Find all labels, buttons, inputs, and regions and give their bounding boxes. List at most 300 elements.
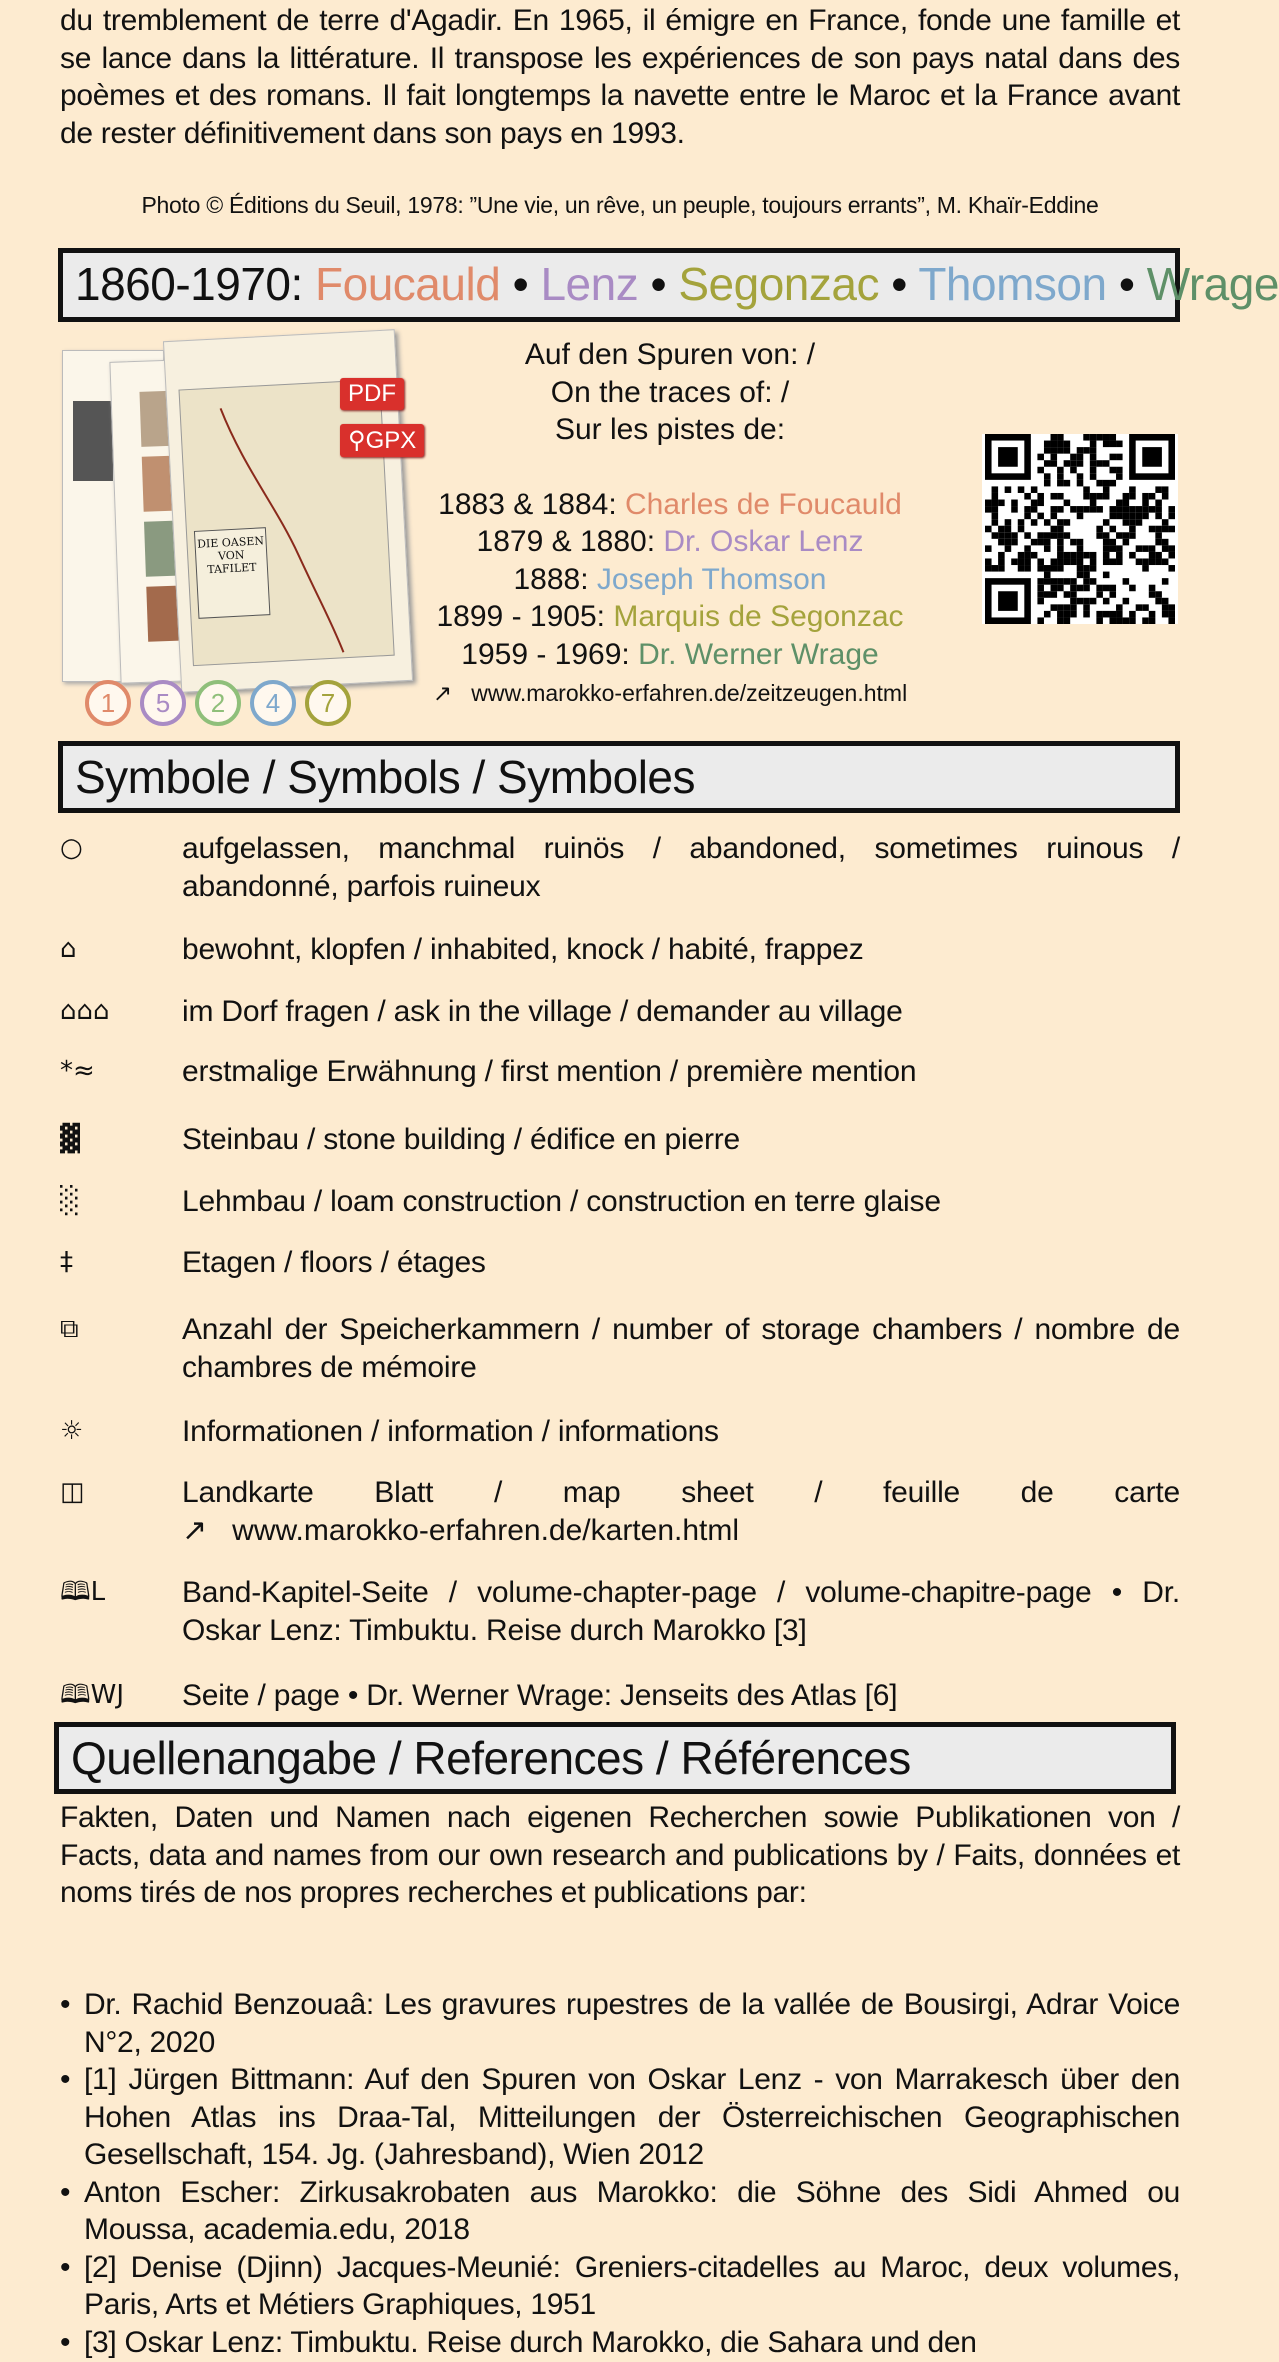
qr-module xyxy=(1103,572,1110,579)
qr-module xyxy=(1018,552,1025,559)
qr-module xyxy=(1024,565,1031,572)
qr-module xyxy=(1136,513,1143,520)
qr-module xyxy=(1005,486,1012,493)
qr-module xyxy=(1024,506,1031,513)
qr-module xyxy=(1155,539,1162,546)
qr-module xyxy=(1024,532,1031,539)
qr-module xyxy=(1096,526,1103,533)
qr-module xyxy=(1077,473,1084,480)
qr-module xyxy=(1044,578,1051,585)
qr-module xyxy=(1018,565,1025,572)
symbol-row xyxy=(60,993,1180,1031)
badge-4[interactable]: 4 xyxy=(250,680,296,726)
trace-years: 1959 - 1969: xyxy=(461,637,630,671)
qr-module xyxy=(1155,591,1162,598)
qr-module xyxy=(1149,611,1156,618)
qr-module xyxy=(1155,598,1162,605)
village-houses-icon: ⌂⌂⌂ xyxy=(60,996,110,1026)
qr-module xyxy=(1083,493,1090,500)
qr-module xyxy=(992,493,999,500)
qr-module xyxy=(1070,611,1077,618)
qr-module xyxy=(1083,434,1090,441)
qr-module xyxy=(1142,513,1149,520)
qr-module xyxy=(1103,558,1110,565)
qr-module xyxy=(1044,447,1051,454)
qr-module xyxy=(1064,441,1071,448)
loam-building-icon: ░ xyxy=(60,1186,80,1216)
qr-module xyxy=(1070,591,1077,598)
qr-module xyxy=(1116,513,1123,520)
qr-module xyxy=(992,500,999,507)
portrait-photo xyxy=(73,401,113,481)
qr-module xyxy=(1090,598,1097,605)
qr-module xyxy=(1123,506,1130,513)
stone-building-icon: ▓ xyxy=(60,1124,80,1154)
qr-module xyxy=(1123,519,1130,526)
external-link-icon: ↗ xyxy=(182,1513,208,1547)
qr-module xyxy=(1077,480,1084,487)
qr-module xyxy=(1109,441,1116,448)
qr-module xyxy=(1057,565,1064,572)
qr-module xyxy=(1096,460,1103,467)
qr-module xyxy=(1109,591,1116,598)
qr-module xyxy=(1123,513,1130,520)
symbol-description: Etagen / floors / étages xyxy=(182,1246,486,1279)
qr-module xyxy=(1057,532,1064,539)
qr-module xyxy=(1070,539,1077,546)
karten-link[interactable] xyxy=(182,1512,1180,1550)
qr-module xyxy=(1083,604,1090,611)
qr-module xyxy=(1123,493,1130,500)
qr-module xyxy=(1083,565,1090,572)
qr-module xyxy=(1116,558,1123,565)
qr-module xyxy=(1024,552,1031,559)
qr-module xyxy=(1037,513,1044,520)
qr-module xyxy=(1162,604,1169,611)
qr-module xyxy=(1044,473,1051,480)
trace-years: 1899 - 1905: xyxy=(436,600,605,633)
qr-module xyxy=(1018,526,1025,533)
qr-module xyxy=(1155,552,1162,559)
map-image xyxy=(178,379,394,666)
qr-module xyxy=(1077,585,1084,592)
qr-module xyxy=(1057,434,1064,441)
qr-module xyxy=(1064,552,1071,559)
qr-module xyxy=(1109,526,1116,533)
qr-module xyxy=(1090,447,1097,454)
qr-module xyxy=(1142,617,1149,624)
qr-module xyxy=(1129,519,1136,526)
qr-module xyxy=(1155,558,1162,565)
qr-module xyxy=(1057,480,1064,487)
qr-module xyxy=(1064,604,1071,611)
qr-module xyxy=(1155,532,1162,539)
symbol-description: Band-Kapitel-Seite / volume-chapter-page / volume-chapitre-page • Dr. Oskar Lenz: Timbuktu. Reise durch Marokko [3] xyxy=(182,1576,1180,1647)
storage-chambers-icon: ⧉ xyxy=(60,1314,79,1344)
trace-name[interactable]: Dr. Oskar Lenz xyxy=(663,525,864,558)
references-intro: Fakten, Daten und Namen nach eigenen Recherchen sowie Publikationen von / Facts, data and names from our own research and publications by / Faits, données et noms tirés de nos propres recherches et publications par: xyxy=(60,1801,1180,1909)
qr-module xyxy=(1096,611,1103,618)
qr-module xyxy=(1083,578,1090,585)
symbol-row xyxy=(60,1244,1180,1282)
qr-module xyxy=(1057,441,1064,448)
qr-module xyxy=(1109,480,1116,487)
qr-module xyxy=(1116,617,1123,624)
qr-module xyxy=(992,486,999,493)
symbol-description: Landkarte Blatt / map sheet / feuille de carte xyxy=(182,1476,1180,1509)
references-heading: Quellenangabe / References / Références xyxy=(54,1722,1176,1794)
qr-module xyxy=(1044,532,1051,539)
qr-module xyxy=(1037,454,1044,461)
qr-module xyxy=(1077,572,1084,579)
trace-name[interactable]: Marquis de Segonzac xyxy=(613,600,904,633)
pdf-button[interactable]: PDF xyxy=(340,378,404,410)
qr-module xyxy=(1116,441,1123,448)
qr-module xyxy=(1149,591,1156,598)
reference-item: • [2] Denise (Djinn) Jacques-Meunié: Greniers-citadelles au Maroc, deux volumes, Paris, Arts et Métiers Graphiques, 1951 xyxy=(60,2249,1180,2324)
qr-module xyxy=(1051,591,1058,598)
qr-module xyxy=(1168,604,1175,611)
qr-module xyxy=(1090,441,1097,448)
qr-module xyxy=(1162,611,1169,618)
qr-module xyxy=(1116,500,1123,507)
separator: • xyxy=(1118,258,1135,310)
qr-module xyxy=(1129,526,1136,533)
qr-module xyxy=(998,532,1005,539)
qr-module xyxy=(1103,441,1110,448)
separator: • xyxy=(650,258,667,310)
qr-module xyxy=(1123,532,1130,539)
qr-module xyxy=(1057,506,1064,513)
qr-module xyxy=(1011,532,1018,539)
symbol-description: erstmalige Erwähnung / first mention / première mention xyxy=(182,1055,917,1088)
symbol-row xyxy=(60,1311,1180,1386)
references-list xyxy=(60,1986,1180,2361)
qr-module xyxy=(1011,500,1018,507)
qr-module xyxy=(1070,585,1077,592)
qr-module xyxy=(1142,604,1149,611)
qr-module xyxy=(1149,585,1156,592)
qr-module xyxy=(1096,591,1103,598)
qr-module xyxy=(1096,493,1103,500)
map-title: DIE OASEN VON TAFILET xyxy=(194,527,271,619)
symbol-row xyxy=(60,1121,1180,1159)
traveler-foucauld[interactable]: Foucauld xyxy=(315,258,501,310)
qr-module xyxy=(1103,539,1110,546)
qr-module xyxy=(1018,486,1025,493)
qr-module xyxy=(1051,460,1058,467)
qr-module xyxy=(1051,493,1058,500)
qr-module xyxy=(1109,454,1116,461)
qr-module xyxy=(1051,506,1058,513)
qr-module xyxy=(1096,617,1103,624)
qr-module xyxy=(985,558,992,565)
external-link-icon: ↗ xyxy=(432,680,453,706)
traveler-wrage[interactable]: Wrage xyxy=(1146,258,1279,310)
qr-module xyxy=(1142,493,1149,500)
qr-module xyxy=(1090,493,1097,500)
symbol-row xyxy=(60,1474,1180,1549)
qr-module xyxy=(1037,585,1044,592)
qr-module xyxy=(1162,578,1169,585)
symbol-description: Steinbau / stone building / édifice en pierre xyxy=(182,1123,741,1156)
qr-module xyxy=(1031,539,1038,546)
qr-module xyxy=(1090,454,1097,461)
qr-module xyxy=(1168,552,1175,559)
qr-module xyxy=(1037,578,1044,585)
traces-heading-fr: Sur les pistes de: xyxy=(554,413,786,446)
qr-module xyxy=(985,506,992,513)
qr-module xyxy=(1116,545,1123,552)
link-text[interactable]: www.marokko-erfahren.de/zeitzeugen.html xyxy=(471,680,908,706)
qr-code xyxy=(982,434,1178,624)
qr-module xyxy=(1037,539,1044,546)
qr-module xyxy=(1168,565,1175,572)
qr-module xyxy=(1123,539,1130,546)
qr-module xyxy=(1070,454,1077,461)
qr-module xyxy=(1168,526,1175,533)
qr-module xyxy=(1051,513,1058,520)
qr-module xyxy=(992,532,999,539)
qr-module xyxy=(1037,591,1044,598)
symbol-row xyxy=(60,830,1180,905)
zeitzeugen-link[interactable] xyxy=(370,675,970,713)
qr-module xyxy=(1109,558,1116,565)
book-lenz-icon: 🕮L xyxy=(60,1577,106,1607)
reference-item: • [1] Jürgen Bittmann: Auf den Spuren von Oskar Lenz - von Marrakesch über den Hohen Atlas ins Draa-Tal, Mitteilungen der Österreichischen Geographischen Gesellschaft, 154. Jg. (Jahresband), Wien 2012 xyxy=(60,2061,1180,2174)
qr-module xyxy=(1083,572,1090,579)
qr-module xyxy=(1149,526,1156,533)
qr-module xyxy=(1077,460,1084,467)
symbol-description-group xyxy=(182,1474,1180,1549)
qr-module xyxy=(1005,539,1012,546)
qr-module xyxy=(1103,480,1110,487)
qr-module xyxy=(1005,532,1012,539)
qr-module xyxy=(1070,604,1077,611)
qr-module xyxy=(1064,480,1071,487)
qr-module xyxy=(1149,552,1156,559)
qr-module xyxy=(1070,598,1077,605)
badge-7[interactable]: 7 xyxy=(305,680,351,726)
qr-module xyxy=(1051,604,1058,611)
qr-module xyxy=(985,545,992,552)
qr-module xyxy=(1057,493,1064,500)
symbol-row xyxy=(60,1183,1180,1221)
trace-name[interactable]: Charles de Foucauld xyxy=(625,487,902,521)
qr-module xyxy=(1044,480,1051,487)
qr-module xyxy=(1031,506,1038,513)
qr-module xyxy=(1103,532,1110,539)
badge-2[interactable]: 2 xyxy=(195,680,241,726)
qr-module xyxy=(1031,519,1038,526)
trace-name[interactable]: Dr. Werner Wrage xyxy=(638,637,879,671)
qr-module xyxy=(1070,460,1077,467)
qr-module xyxy=(998,500,1005,507)
qr-module xyxy=(1103,545,1110,552)
qr-module xyxy=(1096,532,1103,539)
qr-module xyxy=(1077,539,1084,546)
separator: • xyxy=(512,258,529,310)
qr-module xyxy=(1129,506,1136,513)
qr-module xyxy=(1090,473,1097,480)
qr-module xyxy=(1129,611,1136,618)
qr-module xyxy=(1083,447,1090,454)
qr-module xyxy=(1109,539,1116,546)
qr-module xyxy=(1064,519,1071,526)
qr-module xyxy=(1077,552,1084,559)
qr-module xyxy=(1083,611,1090,618)
qr-module xyxy=(998,526,1005,533)
qr-module xyxy=(985,526,992,533)
qr-module xyxy=(1051,578,1058,585)
qr-module xyxy=(1057,467,1064,474)
qr-module xyxy=(992,519,999,526)
qr-finder xyxy=(1142,447,1162,467)
qr-module xyxy=(1064,532,1071,539)
qr-module xyxy=(1044,460,1051,467)
qr-module xyxy=(1051,558,1058,565)
qr-module xyxy=(1037,532,1044,539)
qr-module xyxy=(1005,519,1012,526)
qr-module xyxy=(1103,493,1110,500)
qr-module xyxy=(1090,434,1097,441)
qr-module xyxy=(1024,545,1031,552)
qr-module xyxy=(1136,558,1143,565)
badge-1[interactable]: 1 xyxy=(85,680,131,726)
qr-module xyxy=(1057,545,1064,552)
qr-module xyxy=(1057,585,1064,592)
qr-module xyxy=(1103,519,1110,526)
qr-module xyxy=(1064,460,1071,467)
qr-finder xyxy=(998,447,1018,467)
qr-module xyxy=(1051,447,1058,454)
qr-module xyxy=(1136,604,1143,611)
qr-module xyxy=(1109,513,1116,520)
qr-module xyxy=(1109,617,1116,624)
qr-module xyxy=(1044,572,1051,579)
qr-module xyxy=(1011,506,1018,513)
qr-module xyxy=(1037,467,1044,474)
qr-module xyxy=(1142,500,1149,507)
qr-module xyxy=(1142,506,1149,513)
abandoned-circle-icon: ○ xyxy=(60,833,83,863)
traveler-lenz[interactable]: Lenz xyxy=(540,258,639,310)
qr-module xyxy=(1129,617,1136,624)
qr-module xyxy=(1083,506,1090,513)
route-line xyxy=(180,380,394,665)
symbol-row xyxy=(60,1053,1180,1091)
qr-module xyxy=(1070,467,1077,474)
qr-module xyxy=(1123,598,1130,605)
qr-module xyxy=(1129,552,1136,559)
qr-module xyxy=(1162,493,1169,500)
separator: • xyxy=(891,258,907,310)
qr-module xyxy=(1077,447,1084,454)
qr-module xyxy=(1096,506,1103,513)
first-mention-icon: *≈ xyxy=(60,1056,95,1086)
qr-module xyxy=(1103,598,1110,605)
qr-module xyxy=(1162,539,1169,546)
biography-paragraph: du tremblement de terre d'Agadir. En 1965, il émigre en France, fonde une famille et se lance dans la littérature. Il transpose les expériences de son pays natal dans des poèmes et des romans. Il fait longtemps la navette entre le Maroc et la France avant de rester définitivement dans son pays en 1993. xyxy=(60,4,1180,150)
qr-module xyxy=(1155,486,1162,493)
qr-module xyxy=(1070,506,1077,513)
qr-module xyxy=(1168,545,1175,552)
qr-module xyxy=(1109,434,1116,441)
trace-name[interactable]: Joseph Thomson xyxy=(596,562,827,596)
reference-item: • Anton Escher: Zirkusakrobaten aus Marokko: die Söhne des Sidi Ahmed ou Moussa, academia.edu, 2018 xyxy=(60,2174,1180,2249)
qr-module xyxy=(1142,545,1149,552)
qr-module xyxy=(1155,513,1162,520)
qr-module xyxy=(1057,526,1064,533)
qr-module xyxy=(1109,611,1116,618)
qr-module xyxy=(1064,558,1071,565)
chapter-badges xyxy=(85,680,360,726)
qr-module xyxy=(1077,506,1084,513)
qr-module xyxy=(1077,545,1084,552)
traces-heading-de: Auf den Spuren von: / xyxy=(524,338,816,371)
qr-module xyxy=(1077,565,1084,572)
qr-module xyxy=(1057,611,1064,618)
qr-module xyxy=(1090,565,1097,572)
link-text[interactable]: www.marokko-erfahren.de/karten.html xyxy=(232,1513,740,1547)
symbol-description: Lehmbau / loam construction / construction en terre glaise xyxy=(182,1185,941,1218)
qr-module xyxy=(1109,506,1116,513)
qr-module xyxy=(1057,519,1064,526)
qr-module xyxy=(1116,532,1123,539)
trace-entry xyxy=(370,636,970,674)
qr-module xyxy=(1136,506,1143,513)
qr-module xyxy=(1044,539,1051,546)
qr-module xyxy=(1057,604,1064,611)
qr-module xyxy=(1057,558,1064,565)
qr-module xyxy=(1129,513,1136,520)
qr-module xyxy=(1109,585,1116,592)
qr-module xyxy=(1064,447,1071,454)
traveler-segonzac[interactable]: Segonzac xyxy=(678,258,879,310)
qr-module xyxy=(1116,604,1123,611)
qr-module xyxy=(1162,526,1169,533)
qr-module xyxy=(1064,500,1071,507)
qr-module xyxy=(1096,585,1103,592)
trace-entry xyxy=(370,523,970,561)
symbols-heading: Symbole / Symbols / Symboles xyxy=(58,741,1180,813)
house-icon: ⌂ xyxy=(60,934,77,964)
qr-module xyxy=(1064,617,1071,624)
symbol-row xyxy=(60,931,1180,969)
traveler-thomson[interactable]: Thomson xyxy=(918,258,1107,310)
qr-module xyxy=(1070,552,1077,559)
qr-module xyxy=(1103,434,1110,441)
qr-module xyxy=(1168,611,1175,618)
qr-module xyxy=(1103,486,1110,493)
qr-module xyxy=(1109,545,1116,552)
qr-module xyxy=(1083,585,1090,592)
badge-5[interactable]: 5 xyxy=(140,680,186,726)
qr-module xyxy=(1044,591,1051,598)
qr-module xyxy=(1136,519,1143,526)
symbol-description: aufgelassen, manchmal ruinös / abandoned, sometimes ruinous / abandonné, parfois ruineux xyxy=(182,832,1180,903)
qr-module xyxy=(1051,434,1058,441)
qr-module xyxy=(1057,539,1064,546)
qr-module xyxy=(1149,506,1156,513)
qr-module xyxy=(1129,486,1136,493)
qr-module xyxy=(1123,500,1130,507)
qr-module xyxy=(1051,565,1058,572)
qr-module xyxy=(1031,500,1038,507)
qr-finder xyxy=(998,591,1018,611)
qr-module xyxy=(1090,460,1097,467)
symbol-description: Informationen / information / informations xyxy=(182,1415,719,1448)
